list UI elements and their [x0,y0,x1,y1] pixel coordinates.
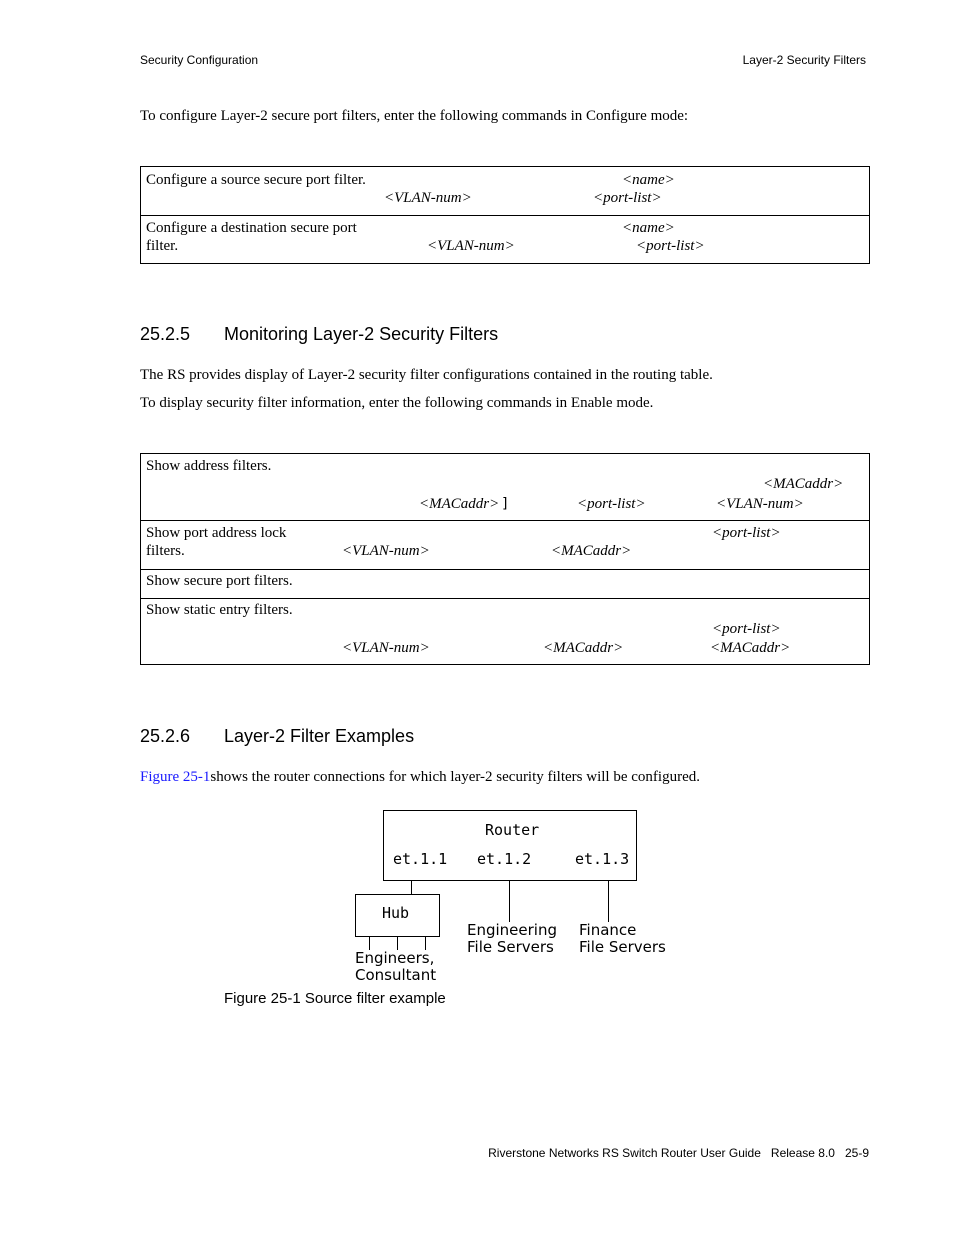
engineering-servers-label: File Servers [467,938,554,956]
finance-servers-label: File Servers [579,938,666,956]
arg-name: <name> [622,172,675,188]
arg-vlan-num: <VLAN-num> [384,190,472,206]
arg-vlan-num: <VLAN-num> [427,238,515,254]
arg-macaddr: <MACaddr> [551,543,632,559]
monitor-paragraph-2: To display security filter information, enter the following commands in Enable mode. [140,395,654,411]
engineers-label: Consultant [355,966,437,984]
arg-macaddr: <MACaddr> [543,640,624,656]
monitor-paragraph-1: The RS provides display of Layer-2 security filter configurations contained in the routing table. [140,367,713,383]
command-description: Show secure port filters. [146,573,293,589]
arg-vlan-num: <VLAN-num> [342,543,430,559]
arg-port-list: <port-list> [593,190,662,206]
connector-line [608,881,609,922]
intro-paragraph: To configure Layer-2 secure port filters, enter the following commands in Configure mode: [140,108,689,124]
table-row [141,521,870,570]
section-number: 25.2.5 [140,324,191,344]
arg-macaddr: <MACaddr> [763,476,844,492]
command-description: Configure a source secure port filter. [146,172,366,188]
command-description: Show address filters. [146,458,272,474]
section-number: 25.2.6 [140,726,191,746]
footer-guide-title: Riverstone Networks RS Switch Router User Guide [488,1146,761,1160]
examples-paragraph: Figure 25-1shows the router connections for which layer-2 security filters will be configured. [140,769,700,785]
section-title: Layer-2 Filter Examples [224,726,415,746]
running-header-left: Security Configuration [140,53,259,67]
configure-commands-table [140,166,870,264]
table-row [141,454,870,521]
command-description: Show static entry filters. [146,602,293,618]
port-label: et.1.1 [393,850,448,868]
arg-port-list: <port-list> [577,496,646,512]
router-label: Router [485,821,540,839]
arg-macaddr: <MACaddr> [710,640,791,656]
running-header-right: Layer-2 Security Filters [742,53,866,67]
table-row [141,570,870,599]
hub-label: Hub [382,904,410,922]
command-description: filter. [146,238,179,254]
command-description: Show port address lock [146,525,287,541]
connector-line [411,881,412,894]
bracket-close: ] [501,496,510,512]
connector-line [509,881,510,922]
figure-caption: Figure 25-1 Source filter example [224,990,446,1007]
engineers-label: Engineers, [355,949,435,967]
port-label: et.1.3 [575,850,630,868]
arg-port-list: <port-list> [636,238,705,254]
port-label: et.1.2 [477,850,532,868]
arg-port-list: <port-list> [712,621,781,637]
arg-vlan-num: <VLAN-num> [716,496,804,512]
table-row [141,599,870,665]
arg-name: <name> [622,220,675,236]
command-description: filters. [146,543,185,559]
arg-vlan-num: <VLAN-num> [342,640,430,656]
table-row [141,167,870,216]
command-description: Configure a destination secure port [146,220,357,236]
section-title: Monitoring Layer-2 Security Filters [224,324,499,344]
finance-servers-label: Finance [579,921,637,939]
footer-page-number: 25-9 [844,1146,869,1160]
arg-macaddr: <MACaddr> [419,496,500,512]
enable-commands-table [140,453,870,665]
footer [488,1146,869,1160]
table-row [141,216,870,264]
engineering-servers-label: Engineering [467,921,557,939]
arg-port-list: <port-list> [712,525,781,541]
figure-link[interactable]: Figure 25-1 [140,769,211,785]
footer-release: Release 8.0 [770,1146,835,1160]
